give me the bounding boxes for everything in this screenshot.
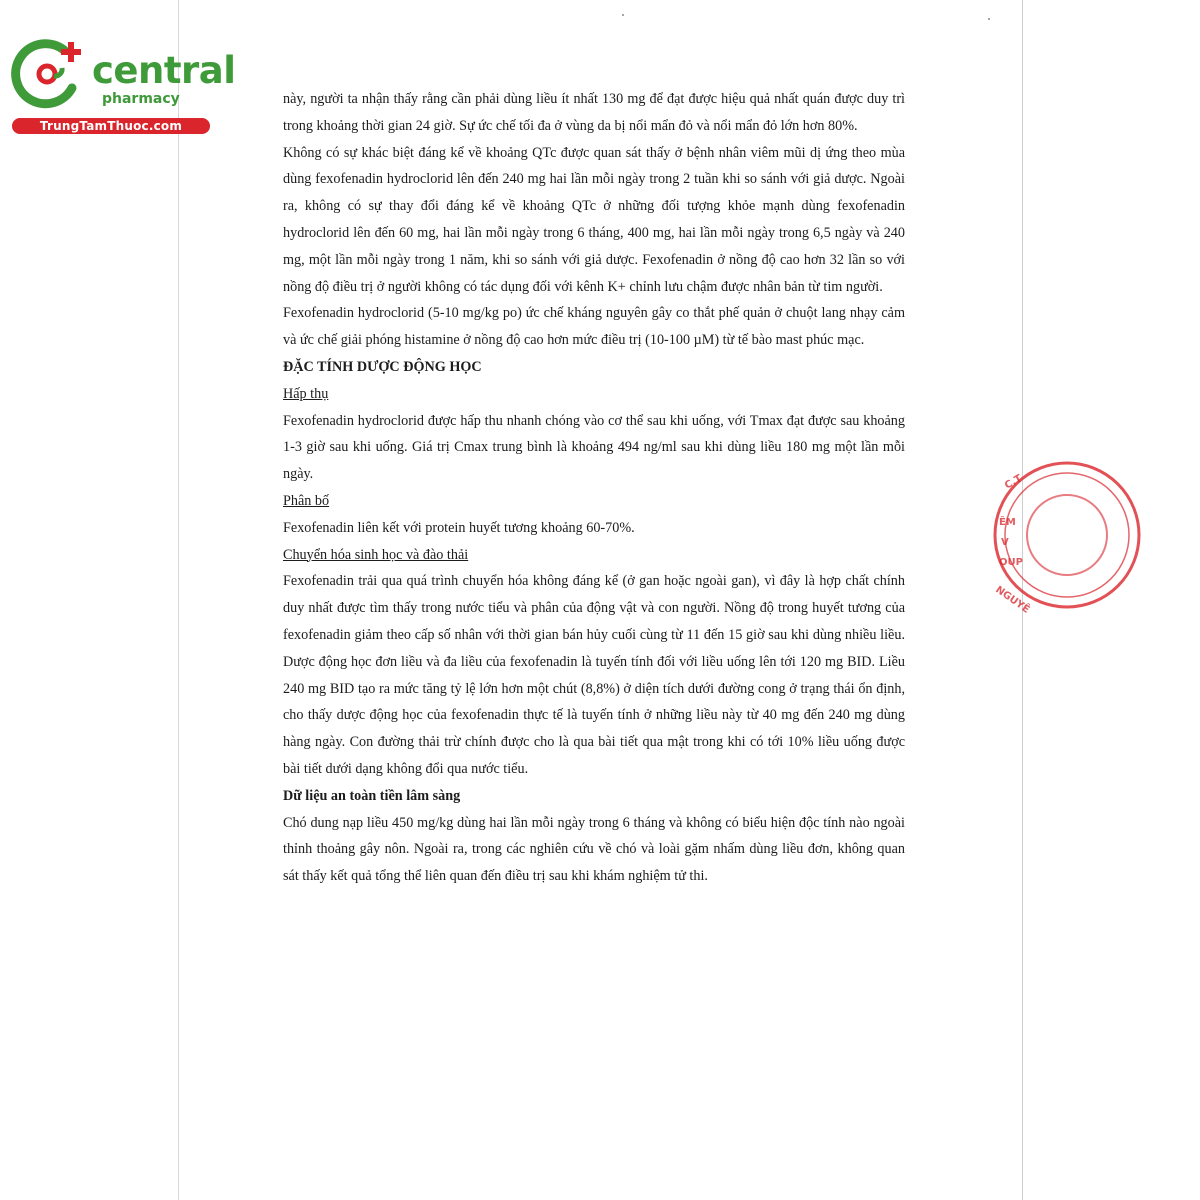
official-stamp: [955, 455, 1032, 616]
heading-pharmacokinetics: ĐẶC TÍNH DƯỢC ĐỘNG HỌC: [283, 358, 482, 375]
svg-text:C.T: C.T: [1003, 473, 1025, 492]
logo-mark-icon: [10, 36, 90, 116]
svg-text:V: V: [1001, 537, 1009, 548]
logo-banner: TrungTamThuoc.com: [12, 118, 210, 134]
scan-speck: [622, 14, 624, 16]
page-edge-left: [178, 0, 179, 1200]
stamp-seal-icon: [955, 455, 1095, 615]
document-body: [283, 86, 905, 890]
subheading-distribution: Phân bố: [283, 492, 330, 509]
paragraph-bronchospasm: Fexofenadin hydroclorid (5-10 mg/kg po) ức chế kháng nguyên gây co thắt phế quản ở chuột lang nhạy cảm và ức chế giải phóng histamine ở nồng độ cao hơn mức điều trị (10-100 µM) từ tế bào mast phúc mạc.: [283, 305, 905, 349]
central-pharmacy-logo: [10, 36, 236, 136]
logo-brand: central: [92, 49, 236, 92]
paragraph-preclinical-safety: Chó dung nạp liều 450 mg/kg dùng hai lần mỗi ngày trong 6 tháng và không có biểu hiện độc tính nào ngoài thỉnh thoảng gây nôn. Ngoài ra, trong các nghiên cứu về chó và loài gặm nhấm dùng liều đơn, không quan sát thấy kết quả tổng thể liên quan đến điều trị sau khi khám nghiệm tử thi.: [283, 814, 905, 885]
logo-subtitle: pharmacy: [102, 91, 180, 107]
paragraph-qtc: Không có sự khác biệt đáng kể về khoảng QTc được quan sát thấy ở bệnh nhân viêm mũi dị ứng theo mùa dùng fexofenadin hydroclorid lên đến 240 mg hai lần mỗi ngày trong 2 tuần khi so sánh với giả dược. Ngoài ra, không có sự thay đổi đáng kể về khoảng QTc ở những đối tượng khỏe mạnh dùng fexofenadin hydroclorid lên đến 60 mg, hai lần mỗi ngày trong 6 tháng, 400 mg, hai lần mỗi ngày trong 6,5 ngày và 240 mg, một lần mỗi ngày trong 1 năm, khi so sánh với giả dược. Fexofenadin ở nồng độ cao hơn 32 lần so với nồng độ điều trị ở người không có tác dụng đối với kênh K+ chỉnh lưu chậm được nhân bản từ tim người.: [283, 144, 905, 295]
paragraph-distribution: Fexofenadin liên kết với protein huyết tương khoảng 60-70%.: [283, 519, 635, 536]
subheading-metabolism: Chuyển hóa sinh học và đào thải: [283, 546, 469, 563]
svg-text:ÊM: ÊM: [999, 517, 1016, 528]
subheading-absorption: Hấp thụ: [283, 385, 329, 402]
paragraph-absorption: Fexofenadin hydroclorid được hấp thu nhanh chóng vào cơ thể sau khi uống, với Tmax đạt được sau khoảng 1-3 giờ sau khi uống. Giá trị Cmax trung bình là khoảng 494 ng/ml sau khi dùng liều 180 mg một lần mỗi ngày.: [283, 412, 905, 483]
paragraph-metabolism: Fexofenadin trải qua quá trình chuyển hóa không đáng kể (ở gan hoặc ngoài gan), vì đây là hợp chất chính duy nhất được tìm thấy trong nước tiểu và phân của động vật và con người. Nồng độ trong huyết tương của fexofenadin giảm theo cấp số nhân với thời gian bán hủy cuối cùng từ 11 đến 15 giờ sau khi dùng nhiều liều. Dược động học đơn liều và đa liều của fexofenadin là tuyến tính đối với liều uống lên tới 120 mg BID. Liều 240 mg BID tạo ra mức tăng tỷ lệ lớn hơn một chút (8,8%) ở diện tích dưới đường cong ở trạng thái ổn định, cho thấy dược động học của fexofenadin thực tế là tuyến tính ở những liều này từ 40 mg đến 240 mg dùng hàng ngày. Con đường thải trừ chính được cho là qua bài tiết qua mật trong khi có tới 10% liều uống được bài tiết dưới dạng không đổi qua nước tiểu.: [283, 573, 905, 777]
heading-preclinical-safety: Dữ liệu an toàn tiền lâm sàng: [283, 787, 461, 804]
scan-speck: [988, 18, 990, 20]
paragraph-pharmacodynamics-1: này, người ta nhận thấy rằng cần phải dùng liều ít nhất 130 mg để đạt được hiệu quả nhất quán được duy trì trong khoảng thời gian 24 giờ. Sự ức chế tối đa ở vùng da bị nổi mẩn đỏ và nổi mẩn đỏ lớn hơn 80%.: [283, 91, 905, 134]
svg-text:NGUYÊ: NGUYÊ: [993, 584, 1032, 616]
svg-text:OUP: OUP: [999, 557, 1023, 568]
